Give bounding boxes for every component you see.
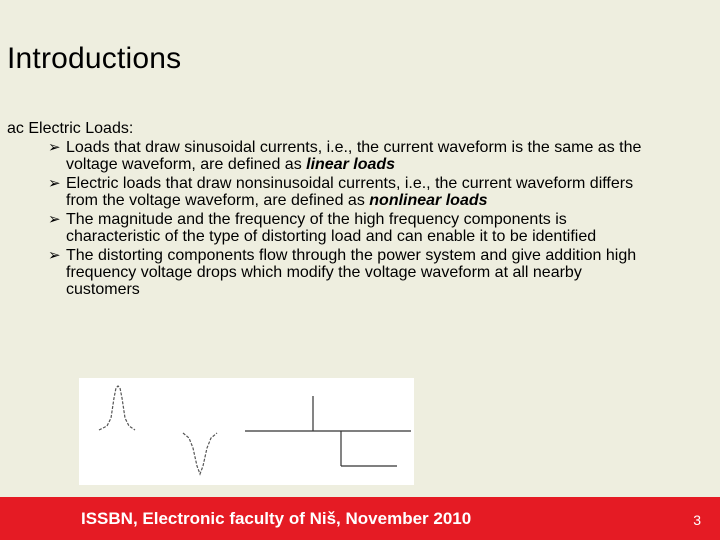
intro-text: ac Electric Loads: [7, 120, 134, 137]
footer-bar [0, 497, 720, 540]
bullet-item [48, 139, 648, 173]
bullet-item [48, 175, 648, 209]
waveform-figure [79, 378, 414, 485]
bullet-text: Loads that draw sinusoidal currents, i.e., the current waveform is the same as the voltage waveform, are defined as [66, 139, 642, 173]
footer-text: ISSBN, Electronic faculty of Niš, November 2010 [81, 509, 472, 528]
bullet-list [48, 139, 648, 300]
arrow-bullet-icon: ➢ [48, 139, 61, 156]
bullet-emphasis: linear loads [306, 156, 396, 173]
bullet-text: Electric loads that draw nonsinusoidal currents, i.e., the current waveform differs from the voltage waveform, are defined as [66, 175, 634, 209]
slide-title: Introductions [7, 42, 182, 75]
bullet-item [48, 247, 648, 298]
page-number: 3 [693, 512, 701, 528]
arrow-bullet-icon: ➢ [48, 175, 61, 192]
arrow-bullet-icon: ➢ [48, 247, 61, 264]
positive-pulse-waveform [99, 386, 135, 430]
bullet-emphasis: nonlinear loads [369, 192, 488, 209]
negative-pulse-waveform [183, 433, 217, 474]
waveform-diagram [79, 378, 414, 485]
bullet-text: The magnitude and the frequency of the high frequency components is characteristic of the type of distorting load and can enable it to be identified [66, 211, 597, 245]
bullet-text: The distorting components flow through the power system and give addition high frequency voltage drops which modify the voltage waveform at all nearby customers [66, 247, 637, 298]
arrow-bullet-icon: ➢ [48, 211, 61, 228]
bullet-item [48, 211, 648, 245]
